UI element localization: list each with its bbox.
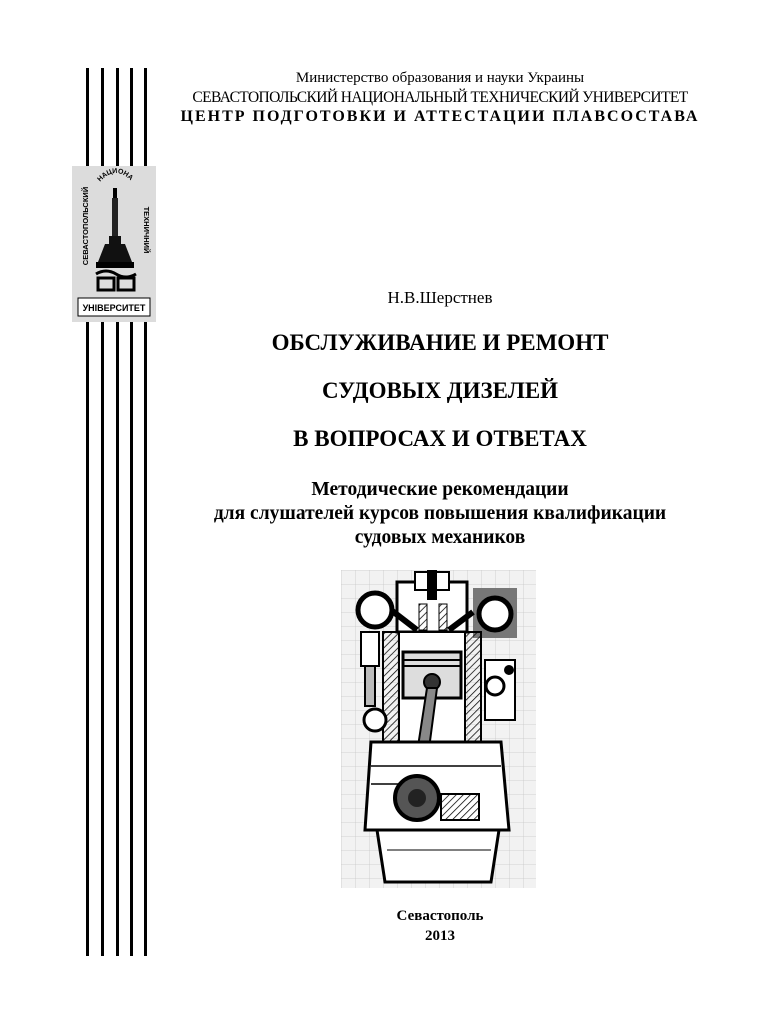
logo-bottom-text: УНIВЕРСИТЕТ xyxy=(82,303,146,313)
monument-icon xyxy=(96,188,134,268)
svg-text:НАЦИОНАЛЬНЫЙ xyxy=(72,166,134,183)
logo-left-text: СЕВАСТОПОЛЬСКИЙ xyxy=(81,186,90,266)
training-center-line: ЦЕНТР ПОДГОТОВКИ И АТТЕСТАЦИИ ПЛАВСОСТАВА xyxy=(180,108,700,125)
subtitle-line-1: Методические рекомендации xyxy=(311,479,569,500)
logo-arc-text: НАЦИОНА xyxy=(96,167,135,184)
university-seal xyxy=(72,166,156,322)
ministry-line: Министерство образования и науки Украины xyxy=(295,70,585,86)
book-title-line-2: СУДОВЫХ ДИЗЕЛЕЙ xyxy=(321,378,559,403)
logo-right-text: ТЕХНИЧНИЙ xyxy=(142,206,151,254)
publication-year: 2013 xyxy=(425,928,455,944)
book-title-line-1: ОБСЛУЖИВАНИЕ И РЕМОНТ xyxy=(271,330,609,355)
subtitle-line-3: судовых механиков xyxy=(354,527,526,548)
city-name: Севастополь xyxy=(396,908,484,924)
engine-cross-section xyxy=(341,570,536,888)
author-name: Н.В.Шерстнев xyxy=(387,288,493,307)
book-title-line-3: В ВОПРОСАХ И ОТВЕТАХ xyxy=(293,426,587,451)
university-line: СЕВАСТОПОЛЬСКИЙ НАЦИОНАЛЬНЫЙ ТЕХНИЧЕСКИЙ УНИВЕРСИТЕТ xyxy=(192,89,688,106)
university-logo xyxy=(72,166,156,322)
subtitle-line-2: для слушателей курсов повышения квалификации xyxy=(213,503,667,524)
engine-illustration xyxy=(341,570,536,888)
